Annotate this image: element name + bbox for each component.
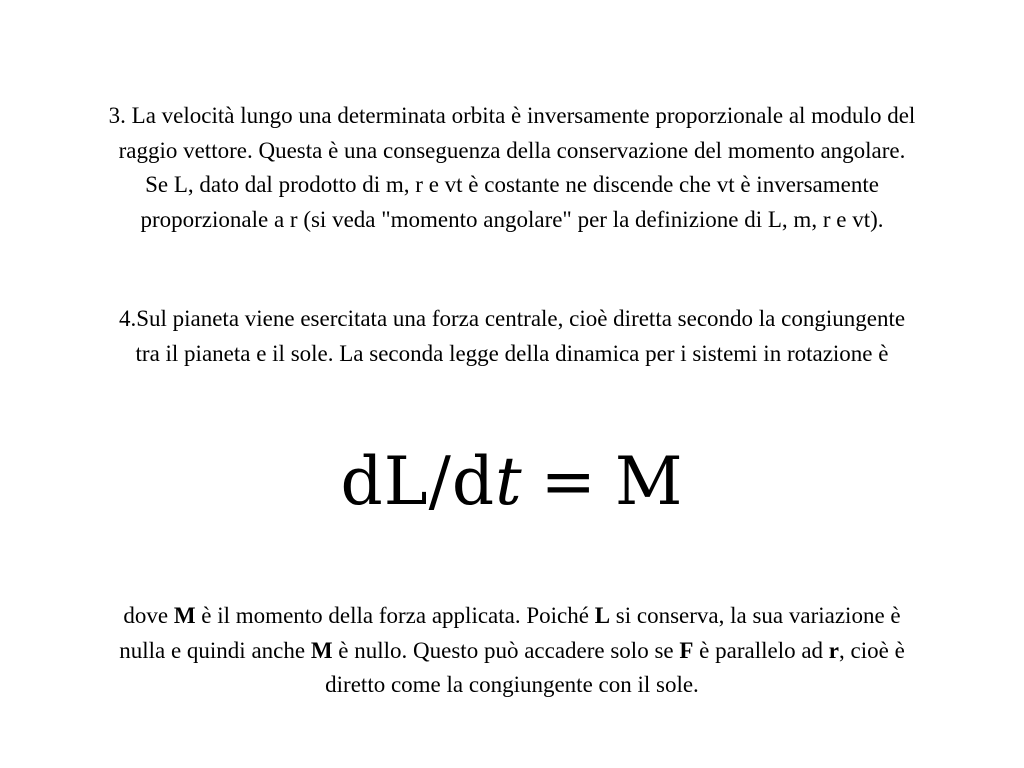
paragraph5-text: diretto come la congiungente con il sole. <box>325 672 699 697</box>
bold-M: M <box>173 603 196 628</box>
formula-left-var: t <box>495 443 523 520</box>
paragraph5-text: è il momento della forza applicata. Poiché <box>195 603 595 628</box>
paragraph5-text: è parallelo ad <box>693 637 829 663</box>
formula-left-prefix: dL/d <box>340 443 496 520</box>
bold-r: r <box>828 637 840 663</box>
paragraph5-text: si conserva, la sua variazione è <box>610 603 901 628</box>
paragraph-central-force <box>0 302 1024 371</box>
paragraph3-line2: raggio vettore. Questa è una conseguenza della conservazione del momento angolare. <box>118 137 906 163</box>
bold-F: F <box>679 637 694 663</box>
paragraph4-line2: tra il pianeta e il sole. La seconda legge della dinamica per i sistemi in rotazione è <box>135 340 889 366</box>
paragraph3-line3: Se L, dato dal prodotto di m, r e vt è costante ne discende che vt è inversamente <box>145 172 879 197</box>
paragraph-torque-conclusion <box>0 599 1024 703</box>
bold-L: L <box>594 603 611 628</box>
formula-equals: = <box>540 443 597 520</box>
bold-M: M <box>310 637 333 663</box>
paragraph5-text: è nullo. Questo può accadere solo se <box>332 637 680 663</box>
paragraph3-line4: proporzionale a r (si veda "momento angolare" per la definizione di L, m, r e vt). <box>140 206 884 232</box>
formula-right: M <box>614 443 684 520</box>
paragraph4-line1: 4.Sul pianeta viene esercitata una forza centrale, cioè diretta secondo la congiungente <box>118 306 906 331</box>
formula-dl-dt-equals-m <box>0 432 1024 532</box>
paragraph5-text: dove <box>123 603 174 628</box>
paragraph5-text: , cioè è <box>839 637 905 663</box>
paragraph-velocity-orbit <box>0 99 1024 237</box>
paragraph3-line1: 3. La velocità lungo una determinata orbita è inversamente proporzionale al modulo del <box>108 103 916 128</box>
paragraph5-text: nulla e quindi anche <box>119 637 311 663</box>
